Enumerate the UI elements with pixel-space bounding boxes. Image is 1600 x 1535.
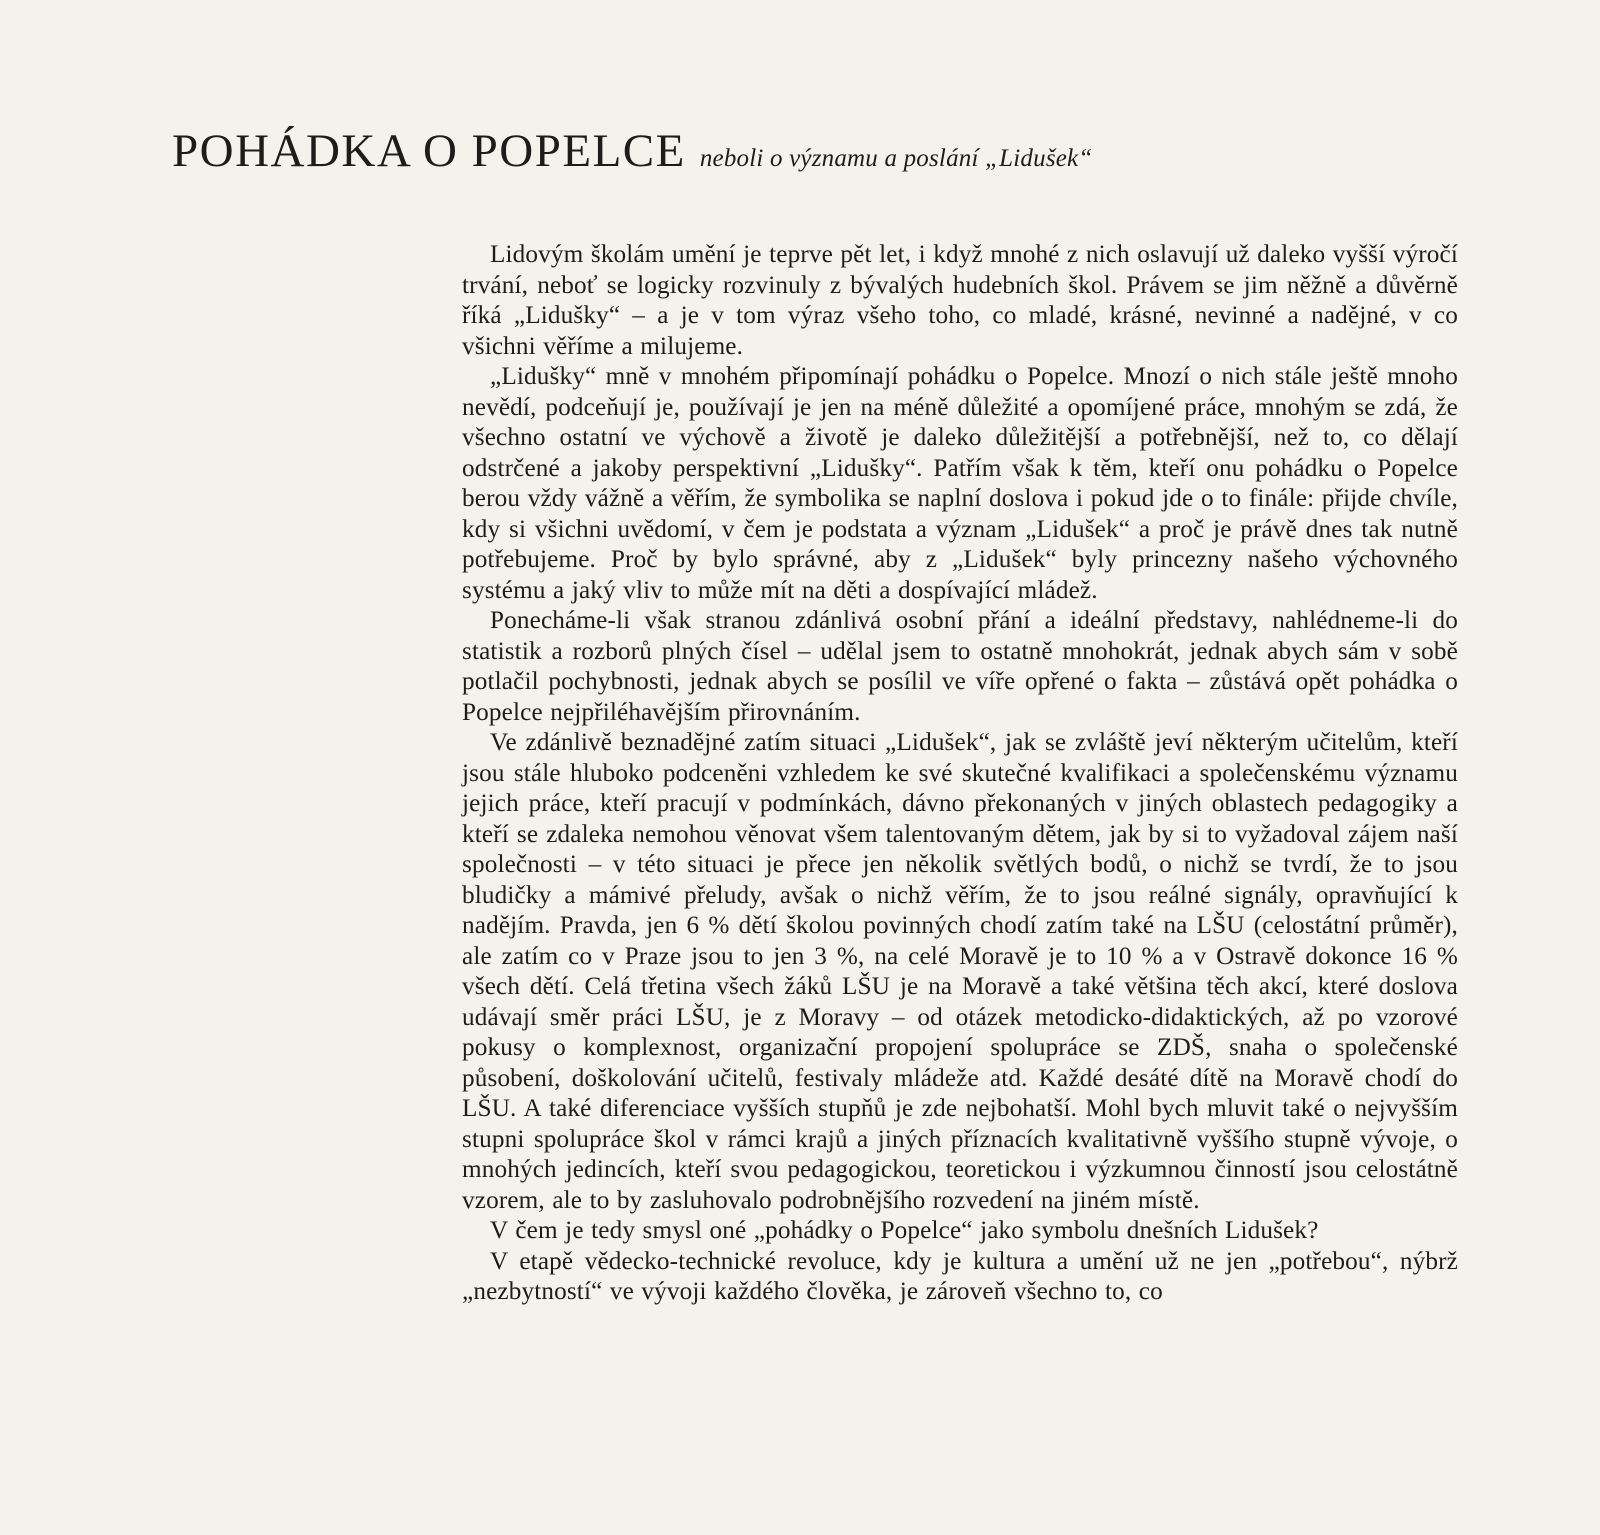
paragraph: Ponecháme-li však stranou zdánlivá osobní přání a ideální představy, nahlédneme-li do statistik a rozborů plných čísel – udělal jsem to ostatně mnohokrát, jednak abych sám v sobě potlačil pochybnosti, jednak abych se posílil ve víře opřené o fakta – zůstává opět pohádka o Popelce nejpřiléhavějším přirovnáním. — [462, 607, 1458, 726]
title-main: POHÁDKA O POPELCE — [172, 125, 686, 177]
paragraph: Lidovým školám umění je teprve pět let, i když mnohé z nich oslavují už daleko vyšší výročí trvání, neboť se logicky rozvinuly z bývalých hudebních škol. Právem se jim něžně a důvěrně říká „Lidušky“ – a je v tom výraz všeho toho, co mladé, krásné, nevinné a nadějné, v co všichni věříme a milujeme. — [462, 241, 1458, 360]
paragraph: V etapě vědecko-technické revoluce, kdy je kultura a umění už ne jen „potřebou“, nýbrž „nezbytností“ ve vývoji každého člověka, je zároveň všechno to, co — [462, 1247, 1458, 1305]
article-title — [172, 124, 1472, 178]
title-subtitle: neboli o významu a poslání „Lidušek“ — [699, 145, 1093, 172]
paragraph: „Lidušky“ mně v mnohém připomínají pohádku o Popelce. Mnozí o nich stále ještě mnoho nevědí, podceňují je, používají je jen na méně důležité a opomíjené práce, mnohým se zdá, že všechno ostatní ve výchově a životě je daleko důležitější a potřebnější, než to, co dělají odstrčené a jakoby perspektivní „Lidušky“. Patřím však k těm, kteří onu pohádku o Popelce berou vždy vážně a věřím, že symbolika se naplní doslova i pokud jde o to finále: přijde chvíle, kdy si všichni uvědomí, v čem je podstata a význam „Lidušek“ a proč je právě dnes tak nutně potřebujeme. Proč by bylo správné, aby z „Lidušek“ byly princezny našeho výchovného systému a jaký vliv to může mít na děti a dospívající mládež. — [462, 363, 1458, 604]
paragraph: Ve zdánlivě beznadějné zatím situaci „Lidušek“, jak se zvláště jeví některým učitelům, kteří jsou stále hluboko podceněni vzhledem ke své skutečné kvalifikaci a společenskému významu jejich práce, kteří pracují v podmínkách, dávno překonaných v jiných oblastech pedagogiky a kteří se zdaleka nemohou věnovat všem talentovaným dětem, jak by si to vyžadoval zájem naší společnosti – v této situaci je přece jen několik světlých bodů, o nichž se tvrdí, že to jsou bludičky a mámivé přeludy, avšak o nichž věřím, že to jsou reálné signály, opravňující k nadějím. Pravda, jen 6 % dětí školou povinných chodí zatím také na LŠU (celostátní průměr), ale zatím co v Praze jsou to jen 3 %, na celé Moravě je to 10 % a v Ostravě dokonce 16 % všech dětí. Celá třetina všech žáků LŠU je na Moravě a také většina těch akcí, které doslova udávají směr práci LŠU, je z Moravy – od otázek metodicko-didaktických, až po vzorové pokusy o komplexnost, organizační propojení spolupráce se ZDŠ, snaha o společenské působení, doškolování učitelů, festivaly mládeže atd. Každé desáté dítě na Moravě chodí do LŠU. A také diferenciace vyšších stupňů je zde nejbohatší. Mohl bych mluvit také o nejvyšším stupni spolupráce škol v rámci krajů a jiných příznacích kvalitativně vyššího stupně vývoje, o mnohých jedincích, kteří svou pedagogickou, teoretickou i výzkumnou činností jsou celostátně vzorem, ale to by zasluhovalo podrobnějšího rozvedení na jiném místě. — [462, 729, 1458, 1214]
article-body — [462, 240, 1458, 1308]
paragraph: V čem je tedy smysl oné „pohádky o Popelce“ jako symbolu dnešních Lidušek? — [490, 1217, 1319, 1244]
